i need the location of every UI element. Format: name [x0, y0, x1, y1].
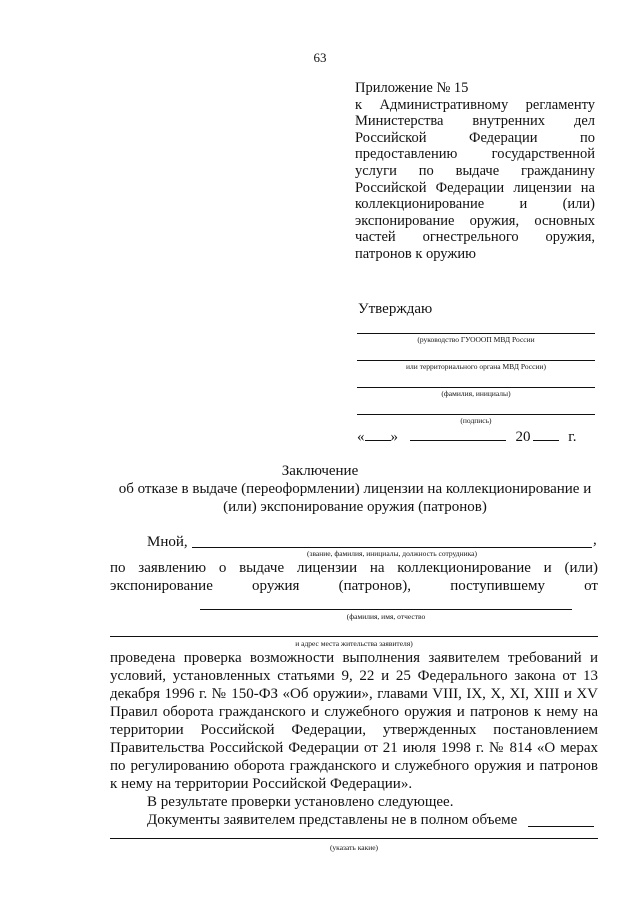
appendix-line: Российской Федерации по	[355, 129, 595, 146]
date-year-blank	[533, 428, 559, 441]
body-line-received: экспонирование оружия (патронов), поступившему от	[110, 578, 598, 594]
appendix-header	[355, 80, 595, 263]
date-month-blank	[410, 428, 506, 441]
applicant-name-line	[200, 609, 572, 610]
caption-signature: (подпись)	[460, 416, 492, 425]
appendix-line: Приложение № 15	[355, 80, 469, 96]
caption-authority-territorial: или территориального органа МВД России)	[406, 362, 546, 371]
paragraph-line: проведена проверка возможности выполнения заявителем требований и	[110, 650, 598, 666]
signature-line	[357, 360, 595, 361]
appendix-line: Министерства внутренних дел	[355, 113, 595, 130]
paragraph-line: территории Российской Федерации, утвержденных постановлением	[110, 722, 598, 738]
date-day-blank	[365, 428, 391, 441]
signature-line	[357, 333, 595, 334]
documents-fill-line	[528, 826, 594, 827]
documents-sentence: Документы заявителем представлены не в полном объеме	[147, 812, 518, 828]
body-line-application: по заявлению о выдаче лицензии на коллекционирование и (или)	[110, 560, 598, 576]
appendix-line: предоставлению государственной	[355, 146, 595, 163]
document-subtitle: об отказе в выдаче (переоформлении) лицензии на коллекционирование и (или) экспонирование оружия (патронов)	[118, 481, 592, 515]
page-number: 63	[313, 50, 327, 65]
paragraph-line: Правил оборота гражданского и служебного оружия и патронов к нему на	[110, 704, 598, 720]
result-sentence: В результате проверки установлено следующее.	[147, 794, 454, 810]
signature-line	[357, 414, 595, 415]
caption-name-initials: (фамилия, инициалы)	[441, 389, 511, 398]
date-close-quote: »	[390, 429, 398, 445]
caption-authority: (руководство ГУОООП МВД России	[417, 335, 535, 344]
date-year: 20	[515, 429, 531, 445]
specify-line	[110, 838, 598, 839]
comma: ,	[593, 532, 597, 548]
officer-fill-line	[192, 547, 592, 548]
approval-label: Утверждаю	[358, 301, 433, 317]
applicant-address-line	[110, 636, 598, 637]
appendix-line: Российской Федерации лицензии на	[355, 179, 595, 196]
appendix-line: экспонирование оружия, основных	[355, 212, 595, 229]
appendix-line: коллекционирование и (или)	[355, 196, 595, 213]
paragraph-line: условий, установленных статьями 9, 22 и 25 Федерального закона от 13	[110, 668, 598, 684]
caption-applicant-address: и адрес места жительства заявителя)	[295, 639, 413, 648]
appendix-line: к Административному регламенту	[355, 96, 595, 113]
caption-applicant-name: (фамилия, имя, отчество	[346, 612, 426, 621]
by-me-label: Мной,	[147, 534, 188, 550]
appendix-line: частей огнестрельного оружия,	[355, 229, 595, 246]
paragraph-line: декабря 1996 г. № 150-ФЗ «Об оружии», главами VIII, IX, X, XI, XIII и XV	[110, 686, 598, 702]
signature-line	[357, 387, 595, 388]
appendix-line: услуги по выдаче гражданину	[355, 162, 595, 179]
document-title: Заключение	[281, 463, 359, 479]
approval-date	[357, 428, 597, 446]
date-year-suffix: г.	[568, 429, 577, 445]
caption-specify: (указать какие)	[329, 843, 379, 852]
appendix-line: патронов к оружию	[355, 245, 476, 262]
paragraph-line: к нему на территории Российской Федерации».	[110, 776, 413, 792]
paragraph-line: по регулированию оборота гражданского и служебного оружия и патронов	[110, 758, 598, 774]
paragraph-line: Правительства Российской Федерации от 21 июля 1998 г. № 814 «О мерах	[110, 740, 598, 756]
caption-officer: (звание, фамилия, инициалы, должность сотрудника)	[307, 549, 477, 558]
date-open-quote: «	[357, 429, 365, 445]
